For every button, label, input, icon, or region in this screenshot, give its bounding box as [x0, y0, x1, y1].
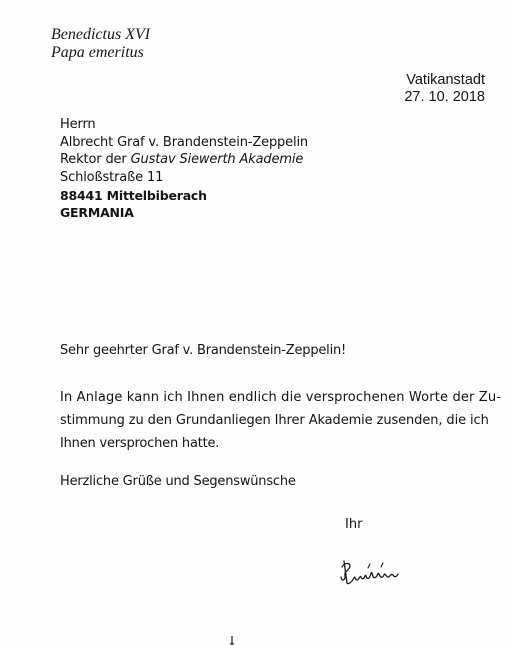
recipient-postal-city: 88441 Mittelbiberach	[60, 188, 207, 203]
letter-place: Vatikanstadt	[406, 72, 485, 88]
recipient-role-prefix: Rektor der	[60, 152, 131, 167]
recipient-country: GERMANIA	[60, 205, 134, 220]
recipient-role	[60, 151, 308, 169]
page-edge-mark	[228, 636, 236, 645]
letter-closing: Herzliche Grüße und Segenswünsche	[60, 474, 296, 489]
place-date-block	[404, 72, 485, 106]
letter-body	[60, 386, 502, 455]
recipient-street: Schloßstraße 11	[60, 169, 164, 185]
letter-greeting: Sehr geehrter Graf v. Brandenstein-Zeppelin!	[60, 343, 347, 358]
recipient-address	[60, 116, 308, 186]
recipient-institution: Gustav Siewerth Akademie	[130, 152, 304, 167]
recipient-salutation: Herrn	[60, 117, 96, 132]
recipient-city-block	[60, 187, 207, 221]
sign-off: Ihr	[345, 517, 363, 532]
letter-date: 27. 10. 2018	[404, 89, 485, 105]
sender-block	[51, 26, 150, 62]
letter-body-line: stimmung zu den Grundanliegen Ihrer Akademie zusenden, die ich	[60, 413, 489, 428]
letter-body-line: Ihnen versprochen hatte.	[60, 436, 220, 451]
sender-title: Papa emeritus	[51, 44, 144, 61]
recipient-name: Albrecht Graf v. Brandenstein-Zeppelin	[60, 134, 309, 150]
sender-name: Benedictus XVI	[51, 26, 151, 43]
letter-body-line: In Anlage kann ich Ihnen endlich die versprochenen Worte der Zu-	[60, 390, 502, 405]
handwritten-signature	[338, 553, 408, 593]
